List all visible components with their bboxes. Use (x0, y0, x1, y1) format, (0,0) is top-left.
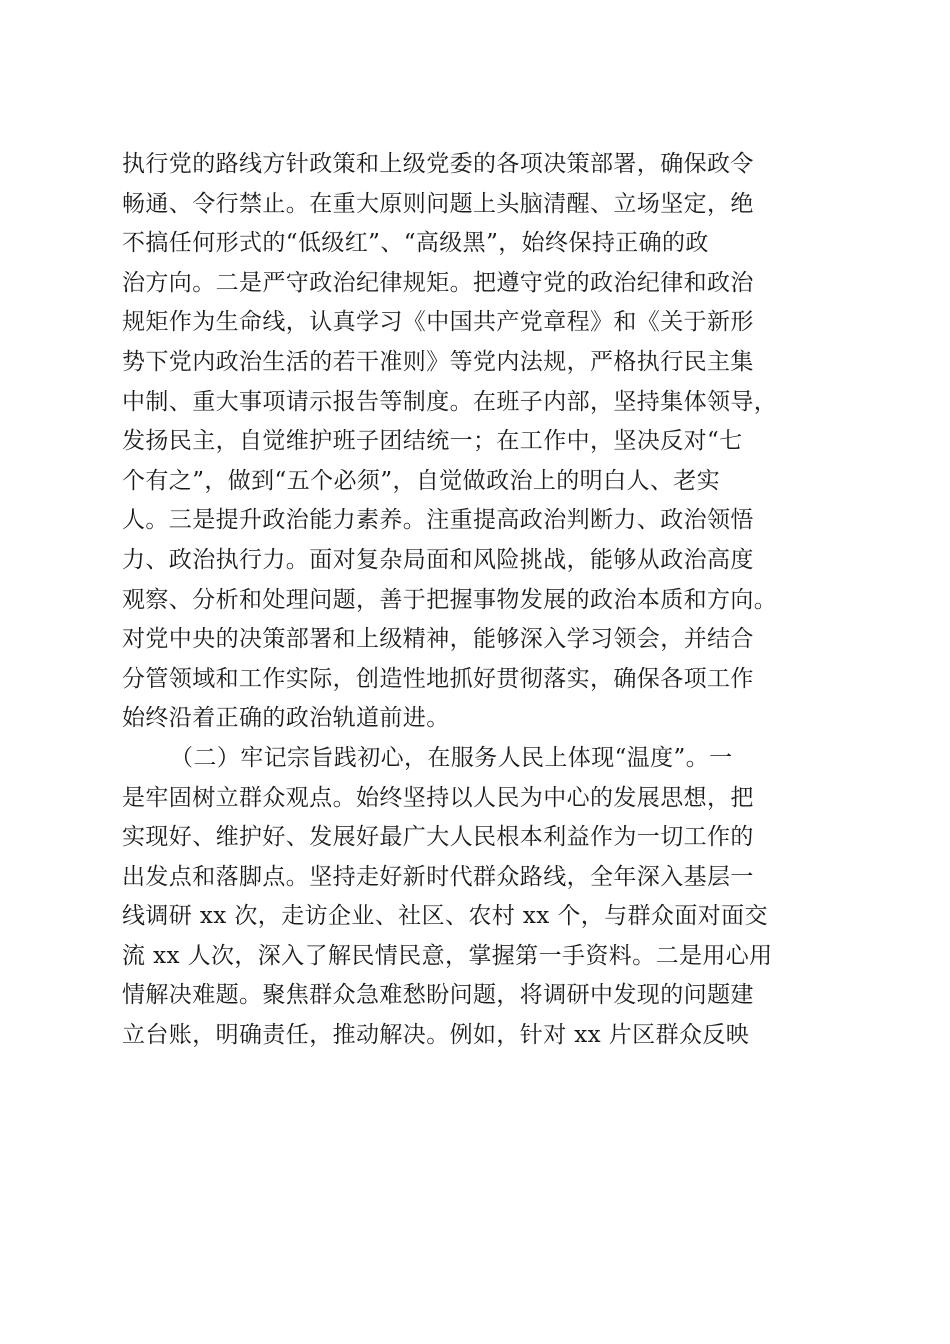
text-line-21: 流 xx 人次，深入了解民情民意，掌握第一手资料。二是用心用 (122, 942, 773, 969)
text-line-6: 势下党内政治生活的若干准则》等党内法规，严格执行民主集 (122, 348, 754, 375)
body-text (122, 145, 834, 1056)
text-line-13: 对党中央的决策部署和上级精神，能够深入学习领会，并结合 (122, 626, 754, 653)
text-line-17: 是牢固树立群众观点。始终坚持以人民为中心的发展思想，把 (122, 784, 754, 811)
text-line-2: 畅通、令行禁止。在重大原则问题上头脑清醒、立场坚定，绝 (122, 190, 754, 217)
text-line-5: 规矩作为生命线，认真学习《中国共产党章程》和《关于新形 (122, 309, 754, 336)
text-line-18: 实现好、维护好、发展好最广大人民根本利益作为一切工作的 (122, 824, 754, 851)
text-line-15: 始终沿着正确的政治轨道前进。 (122, 705, 450, 732)
text-line-3: 不搞任何形式的“低级红”、“高级黑”，始终保持正确的政 (122, 230, 709, 257)
text-line-23: 立台账，明确责任，推动解决。例如，针对 xx 片区群众反映 (122, 1022, 750, 1049)
text-line-10: 人。三是提升政治能力素养。注重提高政治判断力、政治领悟 (122, 507, 754, 534)
text-line-8: 发扬民主，自觉维护班子团结统一；在工作中，坚决反对“七 (122, 428, 743, 455)
text-line-12: 观察、分析和处理问题，善于把握事物发展的政治本质和方向。 (122, 586, 778, 613)
text-line-14: 分管领域和工作实际，创造性地抓好贯彻落实，确保各项工作 (122, 665, 754, 692)
text-line-7: 中制、重大事项请示报告等制度。在班子内部，坚持集体领导， (122, 388, 778, 415)
text-line-1: 执行党的路线方针政策和上级党委的各项决策部署，确保政令 (122, 151, 754, 177)
text-line-4: 治方向。二是严守政治纪律规矩。把遵守党的政治纪律和政治 (122, 269, 754, 296)
section-heading-line: （二）牢记宗旨践初心，在服务人民上体现“温度”。一 (170, 744, 733, 771)
text-line-22: 情解决难题。聚焦群众急难愁盼问题，将调研中发现的问题建 (122, 982, 754, 1009)
text-line-11: 力、政治执行力。面对复杂局面和风险挑战，能够从政治高度 (122, 546, 754, 573)
text-line-20: 线调研 xx 次，走访企业、社区、农村 xx 个，与群众面对面交 (122, 903, 768, 930)
text-line-19: 出发点和落脚点。坚持走好新时代群众路线，全年深入基层一 (122, 863, 754, 890)
text-line-9: 个有之”，做到“五个必须”，自觉做政治上的明白人、老实 (122, 467, 721, 494)
